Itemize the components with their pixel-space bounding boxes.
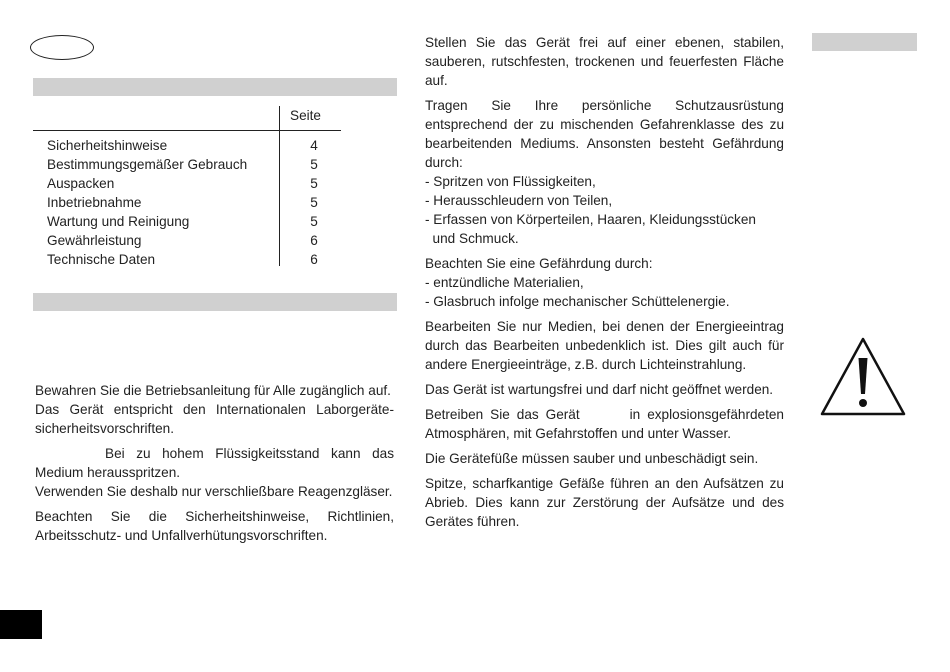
paragraph: Tragen Sie Ihre persönliche Schutzausrüstung entsprechend der zu mischenden Gefahrenklasse des zu bearbeitenden Mediums. Ansonsten besteht Gefährdung durch:: [425, 98, 784, 170]
toc-row: Gewährleistung 6: [47, 233, 318, 248]
toc-row: Wartung und Reinigung 5: [47, 214, 318, 229]
left-safety-text: [35, 381, 394, 545]
paragraph: Das Gerät ist wartungsfrei und darf nicht geöffnet werden.: [425, 382, 774, 397]
paragraph: Betreiben Sie das Gerät in explosionsgefährdeten Atmosphären, mit Gefahrstoffen und unter Wasser.: [425, 407, 784, 441]
paragraph: Bearbeiten Sie nur Medien, bei denen der Energieeintrag durch das Bearbeiten unbedenklich ist. Dies gilt auch für andere Energieeinträge, z.B. durch Lichteinstrahlung.: [425, 319, 784, 372]
page-number-block: [0, 610, 42, 639]
toc-row: Auspacken 5: [47, 176, 318, 191]
list-item: - Erfassen von Körperteilen, Haaren, Kleidungsstücken: [425, 212, 756, 227]
toc-row: Technische Daten 6: [47, 252, 318, 267]
list-item: - Glasbruch infolge mechanischer Schüttelenergie.: [425, 294, 730, 309]
paragraph: Die Gerätefüße müssen sauber und unbeschädigt sein.: [425, 451, 759, 466]
toc-row: Inbetriebnahme 5: [47, 195, 318, 210]
paragraph: Beachten Sie eine Gefährdung durch:: [425, 256, 653, 271]
paragraph: Beachten Sie die Sicherheitshinweise, Richtlinien, Arbeitsschutz- und Unfallverhütungsvorschriften.: [35, 509, 394, 543]
paragraph: Das Gerät entspricht den Internationalen Laborgeräte-sicherheitsvorschriften.: [35, 402, 394, 436]
paragraph: Verwenden Sie deshalb nur verschließbare Reagenzgläser.: [35, 484, 393, 499]
paragraph: Bewahren Sie die Betriebsanleitung für Alle zugänglich auf.: [35, 383, 391, 398]
section-header-bar-safety: [33, 293, 397, 311]
toc-row: Bestimmungsgemäßer Gebrauch 5: [47, 157, 318, 172]
list-item: - entzündliche Materialien,: [425, 275, 584, 290]
toc-row: Sicherheitshinweise 4: [47, 138, 318, 153]
paragraph: Stellen Sie das Gerät frei auf einer ebenen, stabilen, sauberen, rutschfesten, trockenen und feuerfesten Fläche auf.: [425, 35, 784, 88]
warning-triangle-icon: [820, 336, 906, 416]
toc-page-column-header: Seite: [290, 108, 321, 123]
section-header-bar-contents: [33, 78, 397, 96]
language-badge-oval: [30, 35, 94, 60]
list-item: - Herausschleudern von Teilen,: [425, 193, 613, 208]
paragraph: Spitze, scharfkantige Gefäße führen an den Aufsätzen zu Abrieb. Dies kann zur Zerstörung der Aufsätze und des Gerätes führen.: [425, 476, 784, 529]
list-item: - Spritzen von Flüssigkeiten,: [425, 174, 596, 189]
paragraph: Bei zu hohem Flüssigkeitsstand kann das Medium herausspritzen.: [35, 446, 394, 480]
section-header-bar-right: [812, 33, 917, 51]
right-safety-text: [425, 33, 784, 531]
toc-horizontal-rule: [33, 130, 341, 131]
list-item: und Schmuck.: [425, 231, 519, 246]
